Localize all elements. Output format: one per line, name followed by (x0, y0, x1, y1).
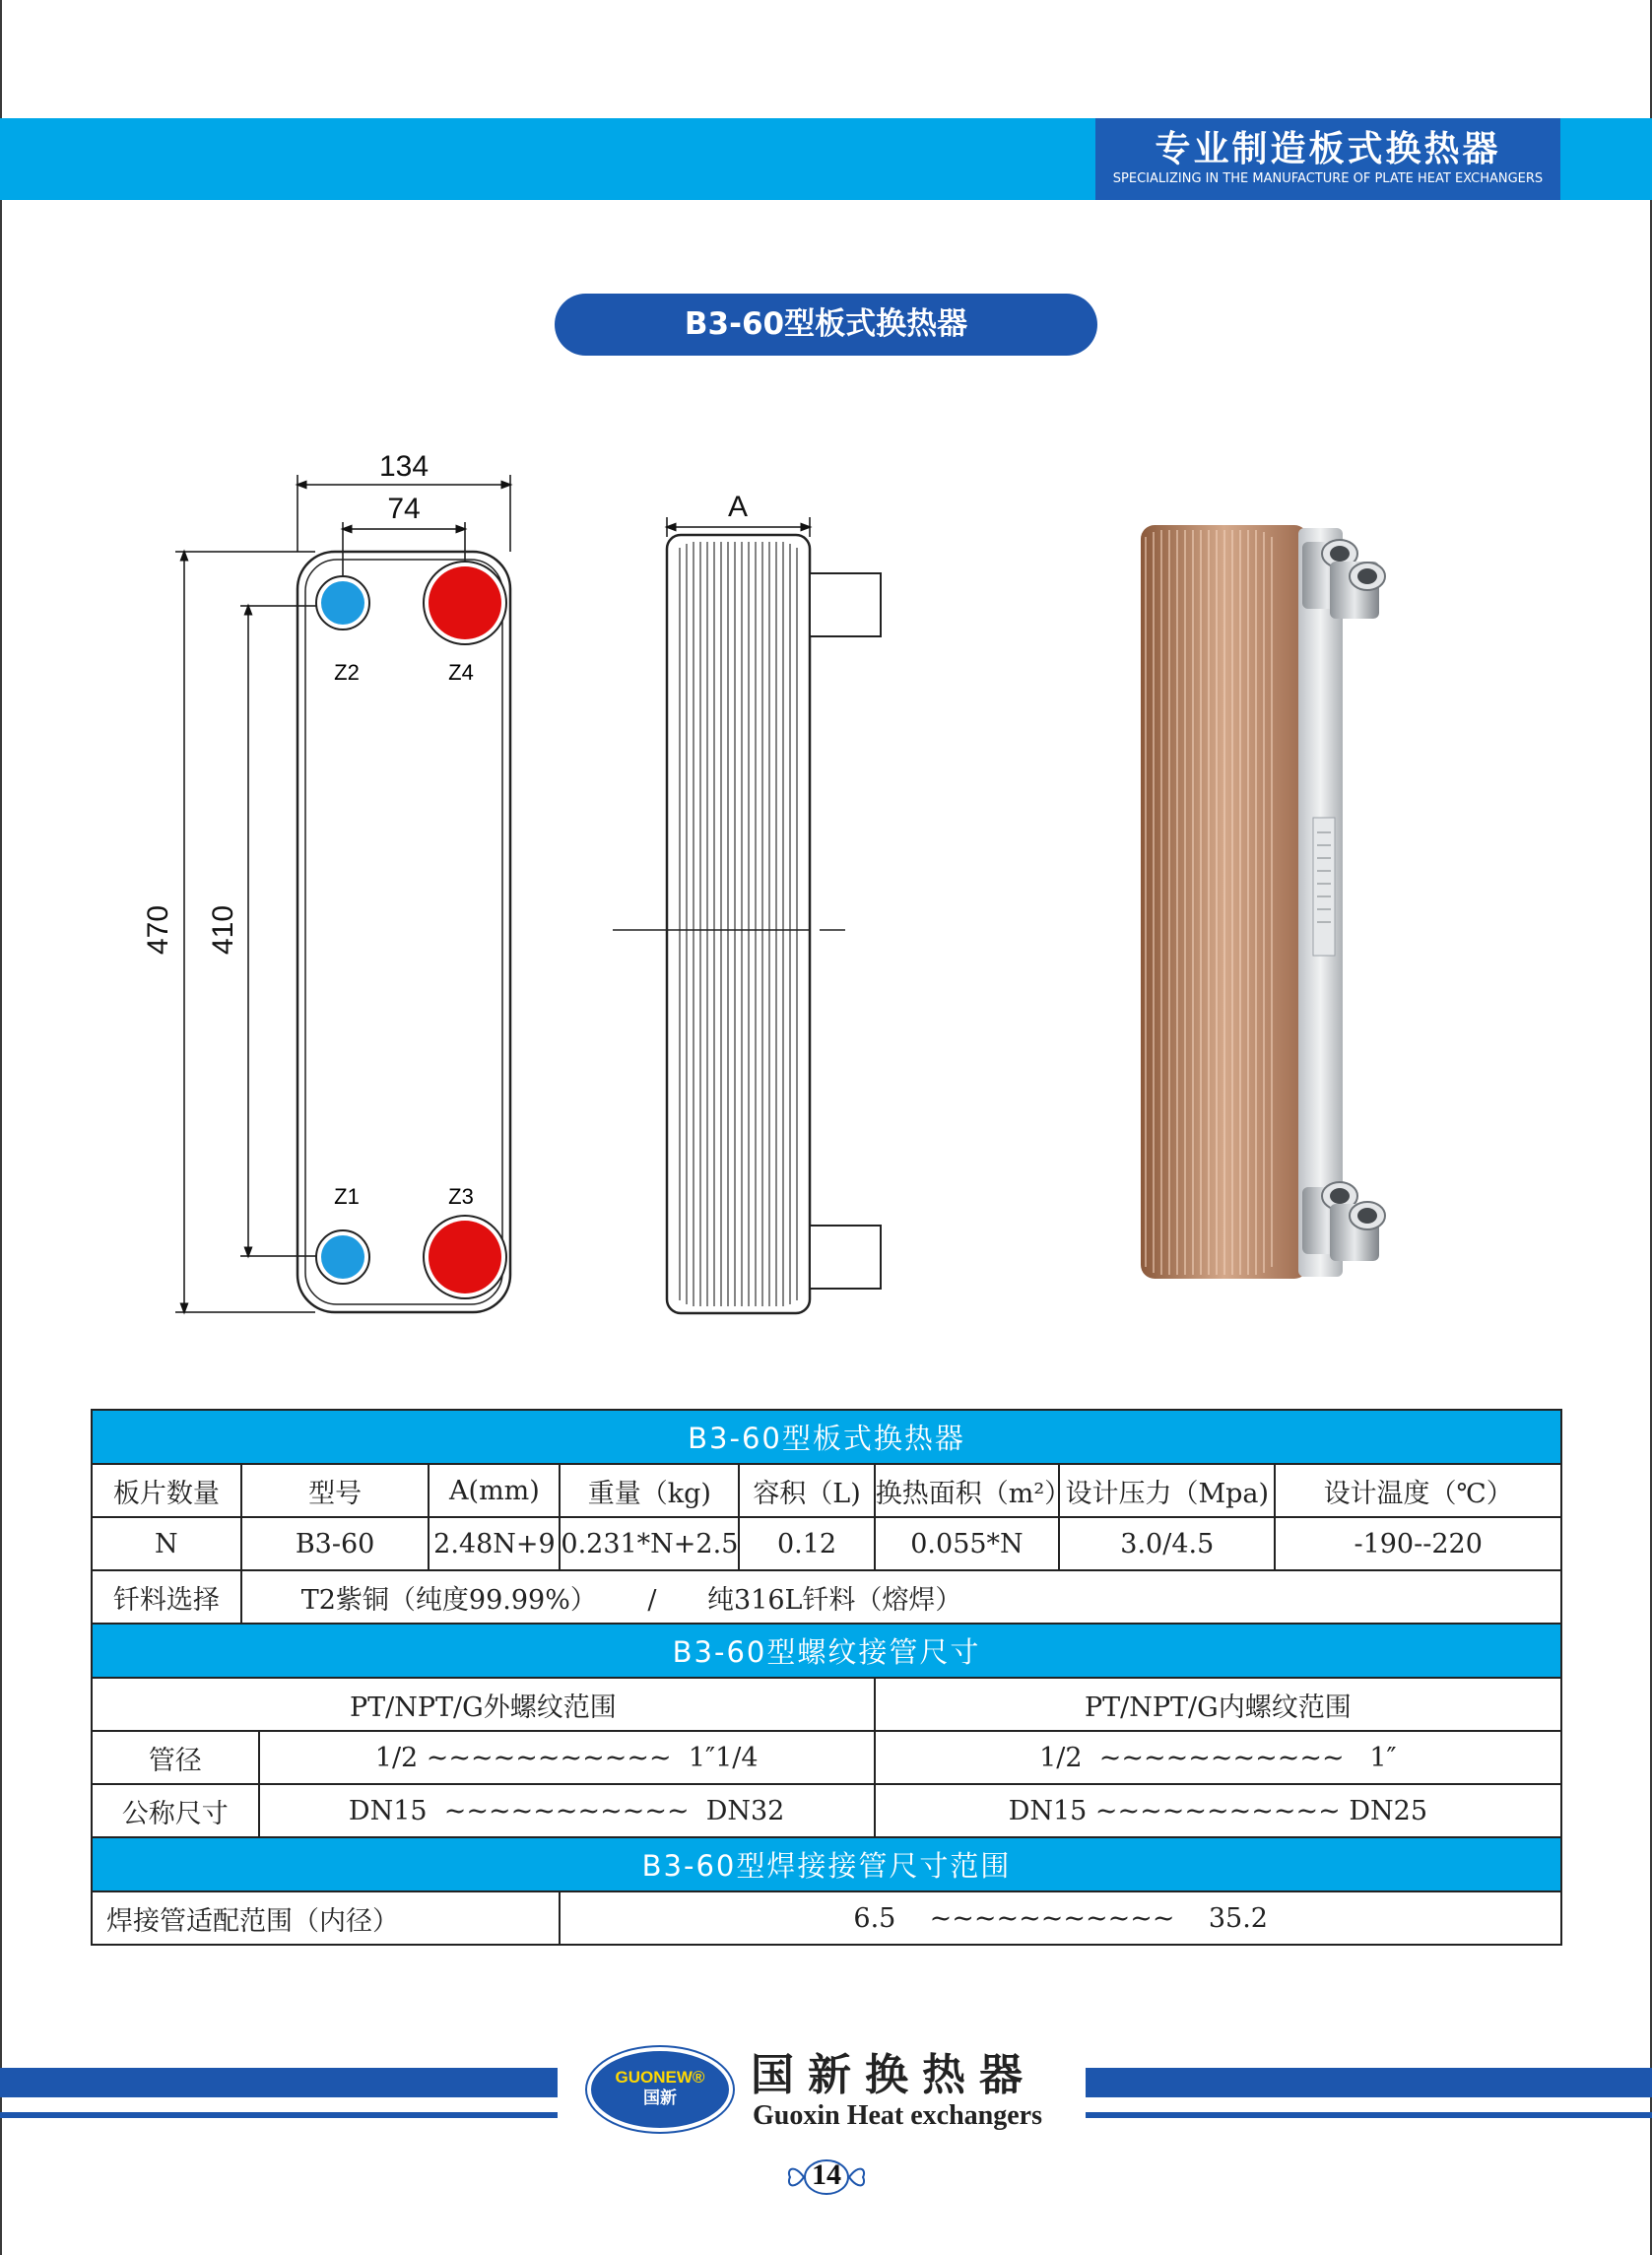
port-z1-icon (321, 1235, 364, 1279)
product-title: B3-60型板式换热器 (555, 294, 1097, 356)
table-header: 设计温度（℃） (1275, 1464, 1561, 1517)
table-cell: -190--220 (1275, 1517, 1561, 1570)
spec-table-title: B3-60型板式换热器 (92, 1410, 1561, 1464)
guonew-logo (587, 2047, 733, 2132)
table-header: 重量（kg) (560, 1464, 739, 1517)
table-header: 容积（L) (739, 1464, 874, 1517)
thread-header-row (92, 1678, 1561, 1731)
table-header: 设计压力（Mpa) (1059, 1464, 1275, 1517)
page-number: 14 (812, 2158, 841, 2191)
footer-bar-left (0, 2068, 558, 2097)
dim-width-134: 134 (378, 450, 430, 483)
weld-table-title: B3-60型焊接接管尺寸范围 (92, 1837, 1561, 1891)
table-cell: N (92, 1517, 241, 1570)
brazing-row (92, 1570, 1561, 1624)
outer-thread-header: PT/NPT/G外螺纹范围 (92, 1678, 875, 1731)
weld-row (92, 1891, 1561, 1945)
logo-text-en: GUONEW® (615, 2068, 705, 2087)
spec-header-row (92, 1464, 1561, 1517)
table-cell: 2.48N+9 (429, 1517, 560, 1570)
spec-table (91, 1409, 1562, 1946)
label-z3: Z3 (448, 1184, 474, 1209)
port-z4-icon (429, 566, 501, 639)
footer-bar-right (1086, 2068, 1652, 2097)
dim-port-spacing-410: 410 (207, 904, 239, 956)
row-label: 公称尺寸 (92, 1784, 259, 1837)
outer-range: DN15 ~~~~~~~~~~~ DN32 (259, 1784, 875, 1837)
dim-height-470: 470 (142, 904, 174, 956)
footer-bar-right-thin (1086, 2112, 1652, 2118)
inner-range: 1/2 ~~~~~~~~~~~ 1″ (875, 1731, 1561, 1784)
logo-text-cn: 国新 (643, 2089, 677, 2108)
table-header: 型号 (241, 1464, 430, 1517)
outer-range: 1/2 ~~~~~~~~~~~ 1″1/4 (259, 1731, 875, 1784)
thread-table-title: B3-60型螺纹接管尺寸 (92, 1624, 1561, 1678)
table-cell: 3.0/4.5 (1059, 1517, 1275, 1570)
table-header: 换热面积（m²） (875, 1464, 1059, 1517)
port-z2-icon (321, 581, 364, 625)
footer-bar-left-thin (0, 2112, 558, 2118)
spec-value-row (92, 1517, 1561, 1570)
brand-name-en: Guoxin Heat exchangers (753, 2100, 1042, 2131)
dim-port-spacing-74: 74 (387, 493, 421, 525)
table-row (92, 1784, 1561, 1837)
label-z4: Z4 (448, 660, 474, 685)
brazing-label: 钎料选择 (92, 1570, 241, 1624)
port-z3-icon (429, 1221, 501, 1293)
table-header: A(mm) (429, 1464, 560, 1517)
header-title-cn: 专业制造板式换热器 (1155, 129, 1501, 169)
product-photo (1141, 525, 1385, 1279)
table-cell: 0.055*N (875, 1517, 1059, 1570)
dim-thickness-a: A (727, 491, 749, 523)
side-view (613, 491, 881, 1313)
inner-thread-header: PT/NPT/G内螺纹范围 (875, 1678, 1561, 1731)
brand-name-cn: 国新换热器 (751, 2050, 1036, 2100)
weld-label: 焊接管适配范围（内径） (92, 1891, 560, 1945)
brazing-value: T2紫铜（纯度99.99%） / 纯316L钎料（熔焊） (241, 1570, 1561, 1624)
weld-range: 6.5 ~~~~~~~~~~~ 35.2 (560, 1891, 1561, 1945)
table-cell: 0.12 (739, 1517, 874, 1570)
table-row (92, 1731, 1561, 1784)
table-cell: B3-60 (241, 1517, 430, 1570)
inner-range: DN15 ~~~~~~~~~~~ DN25 (875, 1784, 1561, 1837)
row-label: 管径 (92, 1731, 259, 1784)
front-view (142, 450, 510, 1312)
header-title-en: SPECIALIZING IN THE MANUFACTURE OF PLATE HEAT EXCHANGERS (1112, 171, 1544, 186)
table-cell: 0.231*N+2.5 (560, 1517, 739, 1570)
table-header: 板片数量 (92, 1464, 241, 1517)
label-z1: Z1 (334, 1184, 360, 1209)
label-z2: Z2 (334, 660, 360, 685)
